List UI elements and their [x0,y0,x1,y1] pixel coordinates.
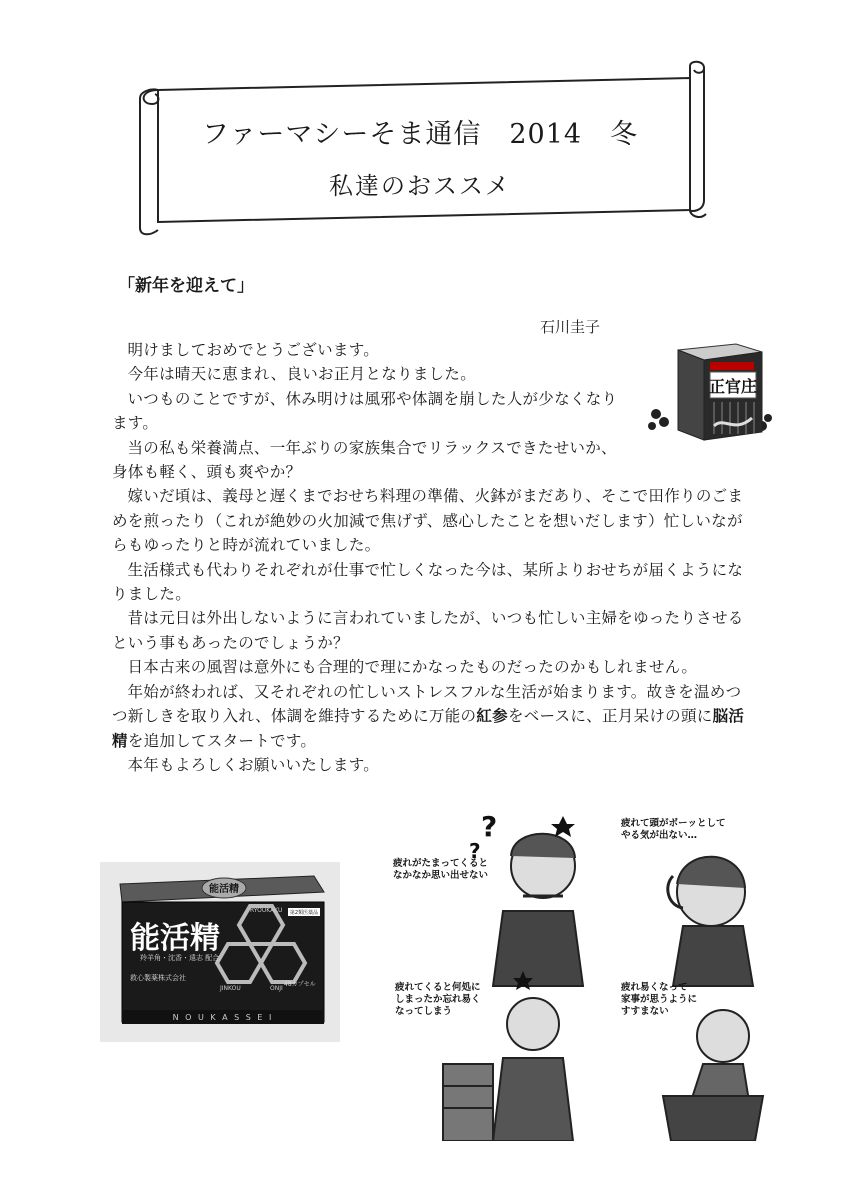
capsules-label: 48カプセル [284,981,316,988]
highlight-kousan: 紅参 [476,707,508,726]
paragraph: 生活様式も代わりそれぞれが仕事で忙しくなった今は、某所よりおせちが届くようになりました。 [112,560,744,604]
newsletter-subtitle: 私達のおススメ [329,172,511,200]
paragraph: いつものことですが、休み明けは風邪や体調を崩した人が少なくなります。 [112,389,618,433]
newsletter-title: ファーマシーそま通信 2014 冬 [201,119,639,150]
paragraph [112,680,752,753]
fatigue-illustration [383,796,793,1141]
illustration-drawing [383,796,793,1141]
article-author: 石川圭子 [540,318,601,336]
ingredients-label: 羚羊角・沈香・遠志 配合 [140,954,220,962]
caption-housework: 疲れ易くなって 家事が思うように すすまない [621,982,698,1017]
noukatsusei-product-image [100,862,340,1042]
paragraph: 当の私も栄養満点、一年ぶりの家族集合でリラックスできたせいか、身体も軽く、頭も爽やか？ [112,438,617,482]
product-box-label: 正官庄 [708,377,758,396]
highlight-noukatsusei: 脳活精 [112,707,745,750]
text-span: 年始が終われば、又それぞれの忙しいストレスフルな生活が始まります。故きを温めつつ新しきを取り入れ、体調を維持するために万能の [112,682,742,726]
paragraph: 昔は元日は外出しないように言われていましたが、いつも忙しい主婦をゆったりさせるという事もあったのでしょうか？ [112,609,744,652]
caption-memory: 疲れがたまってくると なかなか思い出せない [393,858,489,881]
paragraph: 日本古来の風習は意外にも合理的で理にかなったものだったのかもしれません。 [127,658,698,677]
noukatsusei-header-text: 能活精 [209,884,239,895]
svg-text:?: ? [469,839,481,863]
caption-motivation: 疲れて頭がボーッとして やる気が出ない… [621,818,726,841]
noukatsusei-name: 能活精 [130,921,220,956]
text-span: をベースに、正月呆けの頭に [507,707,713,726]
bottom-roman-text: N O U K A S S E I [172,1013,274,1022]
text-span: を追加してスタートです。 [127,731,317,750]
article-heading: 「新年を迎えて」 [118,276,254,296]
paragraph: 今年は晴天に恵まれ、良いお正月となりました。 [127,365,477,384]
paragraph: 明けましておめでとうございます。 [127,341,380,359]
paragraph: 本年もよろしくお願いいたします。 [127,755,380,774]
paragraph: 嫁いだ頃は、義母と遅くまでおせち料理の準備、火鉢がまだあり、そこで田作りのごまめを煎ったり（これが絶妙の火加減で焦げず、感心したことを想いだします）忙しいながらもゆったりと時が流れていました。 [112,487,744,555]
caption-forgetful: 疲れてくると何処に しまったか忘れ易く なってしまう [395,982,481,1017]
hex-label: JINKOU [220,985,241,992]
ginseng-product-image [644,336,774,442]
hex-label: RYOUKAKU [250,907,283,914]
svg-text:?: ? [481,810,498,843]
company-label: 救心製薬株式会社 [130,974,186,982]
hex-label: ONJI [270,985,283,992]
category-label: 第2類医薬品 [289,910,319,916]
